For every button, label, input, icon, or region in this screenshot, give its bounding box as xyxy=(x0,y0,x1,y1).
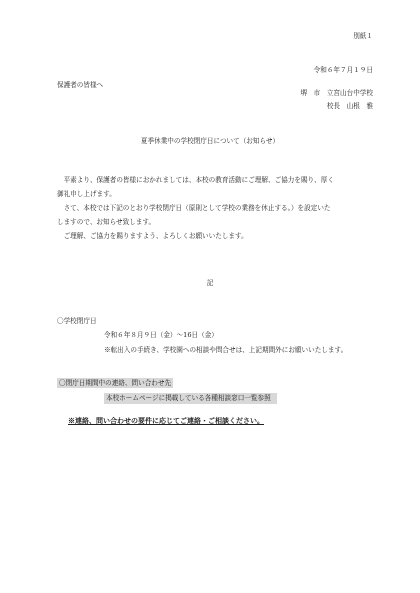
attachment-label: 別紙１ xyxy=(353,32,373,40)
contact-detail: 本校ホームページに掲載している各種相談窓口一覧参照 xyxy=(104,393,277,404)
closure-days-heading: 〇学校閉庁日 xyxy=(57,317,97,325)
document-title: 夏季休業中の学校閉庁日について（お知らせ） xyxy=(140,137,280,145)
body-para1-line2: 御礼申し上げます。 xyxy=(57,190,116,198)
closure-dates: 令和６年８月９日（金）～16日（金） xyxy=(104,331,218,339)
recipient: 保護者の皆様へ xyxy=(57,81,104,89)
body-para2-line2: しますので、お知らせ致します。 xyxy=(57,218,156,226)
contact-heading-wrap xyxy=(57,379,173,388)
body-text xyxy=(57,173,377,243)
ki-heading: 記 xyxy=(206,279,214,287)
body-para2-line1: さて、本校では下記のとおり学校閉庁日（原則として学校の業務を休止する。）を設定いた xyxy=(63,204,331,212)
contact-notice: ※連絡、問い合わせの要件に応じてご連絡・ご相談ください。 xyxy=(68,416,264,425)
issue-date: 令和６年７月１９日 xyxy=(313,66,373,74)
body-para1-line1: 平素より、保護者の皆様におかれましては、本校の教育活動にご理解、ご協力を賜り、厚く xyxy=(63,176,334,184)
contact-heading: 〇閉庁日期間中の連絡、問い合わせ先 xyxy=(59,379,172,387)
school-name: 堺 市 立宮山台中学校 xyxy=(300,89,373,97)
principal-name: 校長 山根 雅 xyxy=(326,102,373,110)
body-para3: ご理解、ご協力を賜りますよう、よろしくお願いいたします。 xyxy=(63,232,248,240)
closure-note: ※転出入の手続き、学校園への相談や問合せは、上記期間外にお願いいたします。 xyxy=(104,346,348,354)
